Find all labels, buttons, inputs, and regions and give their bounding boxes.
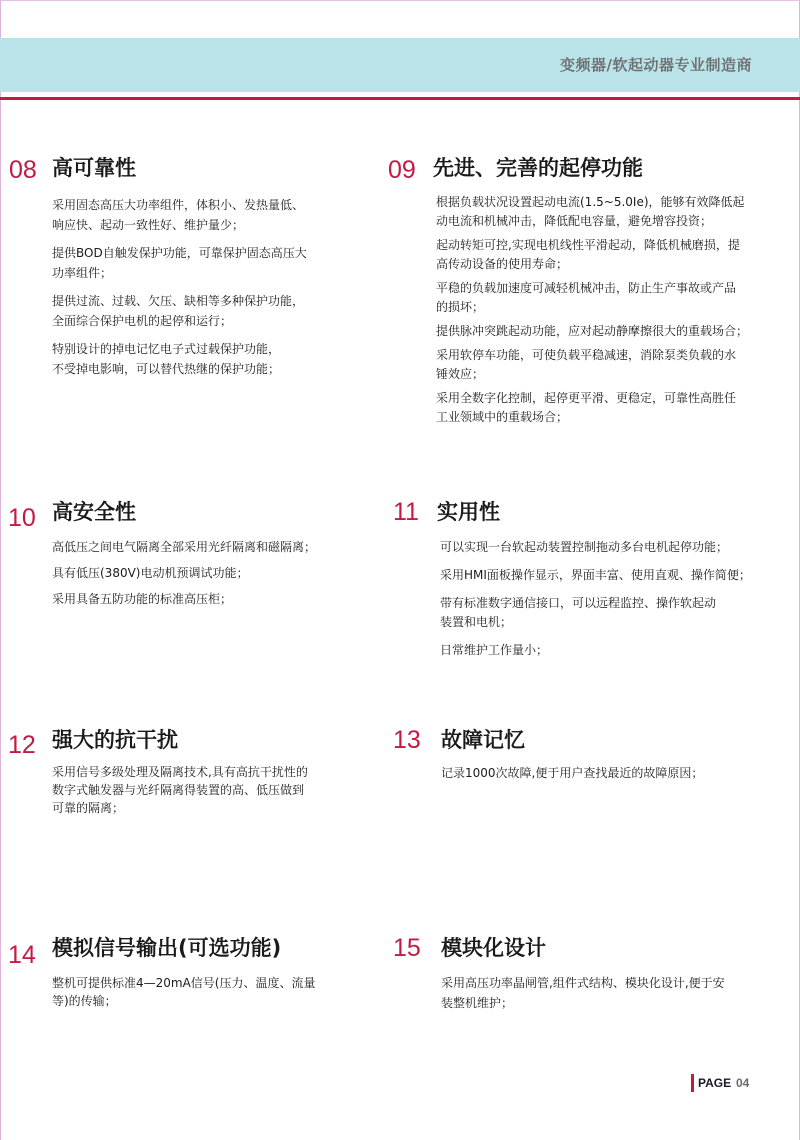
list-item: 采用HMI面板操作显示，界面丰富、使用直观、操作简便； <box>440 568 751 582</box>
footer-accent-bar <box>691 1074 694 1092</box>
feature-title: 故障记忆 <box>441 728 525 752</box>
page-number: 04 <box>736 1076 750 1090</box>
feature-number: 11 <box>393 498 419 526</box>
list-item: 采用信号多级处理及隔离技术,具有高抗干扰性的 数字式触发器与光纤隔离得装置的高、低压做到 可靠的隔离； <box>52 765 308 815</box>
feature-list <box>52 195 307 387</box>
list-item: 采用高压功率晶闸管,组件式结构、模块化设计,便于安 装整机维护； <box>441 976 725 1010</box>
list-item: 具有低压(380V)电动机预调试功能； <box>52 566 249 580</box>
list-item: 根据负载状况设置起动电流(1.5~5.0Ie)，能够有效降低起 动电流和机械冲击，降低配电容量，避免增容投资； <box>436 195 745 228</box>
feature-title: 模拟信号输出(可选功能) <box>52 936 282 960</box>
list-item: 采用全数字化控制，起停更平滑、更稳定，可靠性高胜任 工业领域中的重载场合； <box>436 391 737 424</box>
feature-number: 15 <box>393 934 421 962</box>
list-item: 高低压之间电气隔离全部采用光纤隔离和磁隔离； <box>52 540 317 554</box>
feature-number: 12 <box>8 731 36 759</box>
list-item: 提供脉冲突跳起动功能，应对起动静摩擦很大的重载场合； <box>436 324 749 338</box>
feature-list <box>436 193 748 432</box>
header-band <box>0 38 800 92</box>
feature-title: 实用性 <box>437 500 500 524</box>
feature-list <box>441 764 703 788</box>
list-item: 日常维护工作量小； <box>440 643 549 657</box>
feature-number: 09 <box>388 156 416 184</box>
list-item: 特别设计的掉电记忆电子式过载保护功能， 不受掉电影响，可以替代热继的保护功能； <box>52 342 281 376</box>
feature-number: 10 <box>8 504 36 532</box>
header-tagline: 变频器/软起动器专业制造商 <box>560 56 752 74</box>
list-item: 采用固态高压大功率组件，体积小、发热量低、 响应快、起动一致性好、维护量少； <box>52 198 305 232</box>
list-item: 起动转矩可控,实现电机线性平滑起动，降低机械磨损，提 高传动设备的使用寿命； <box>436 238 740 271</box>
feature-number: 14 <box>8 941 36 969</box>
feature-number: 13 <box>393 726 421 754</box>
header-divider <box>0 97 800 100</box>
page-label: PAGE <box>698 1076 732 1090</box>
list-item: 采用软停车功能，可使负载平稳减速，消除泵类负载的水 锤效应； <box>436 348 737 381</box>
feature-list <box>440 538 751 669</box>
list-item: 平稳的负载加速度可减轻机械冲击，防止生产事故或产品 的损坏； <box>436 281 737 314</box>
list-item: 提供过流、过载、欠压、缺相等多种保护功能， 全面综合保护电机的起停和运行； <box>52 294 305 328</box>
feature-number: 08 <box>9 156 37 184</box>
feature-title: 模块化设计 <box>441 936 546 960</box>
feature-title: 高安全性 <box>52 500 136 524</box>
feature-title: 高可靠性 <box>52 156 136 180</box>
list-item: 可以实现一台软起动装置控制拖动多台电机起停功能； <box>440 540 729 554</box>
feature-list <box>441 973 725 1019</box>
feature-list <box>52 537 316 615</box>
feature-list <box>52 974 316 1016</box>
list-item: 采用具备五防功能的标准高压柜； <box>52 592 233 606</box>
list-item: 带有标准数字通信接口，可以远程监控、操作软起动 装置和电机； <box>440 596 717 629</box>
list-item: 提供BOD自触发保护功能，可靠保护固态高压大 功率组件； <box>52 246 307 280</box>
feature-list <box>52 763 308 823</box>
feature-title: 强大的抗干扰 <box>52 728 178 752</box>
feature-title: 先进、完善的起停功能 <box>433 156 643 180</box>
list-item: 记录1000次故障,便于用户查找最近的故障原因； <box>441 766 704 780</box>
list-item: 整机可提供标准4—20mA信号(压力、温度、流量 等)的传输； <box>52 976 316 1008</box>
